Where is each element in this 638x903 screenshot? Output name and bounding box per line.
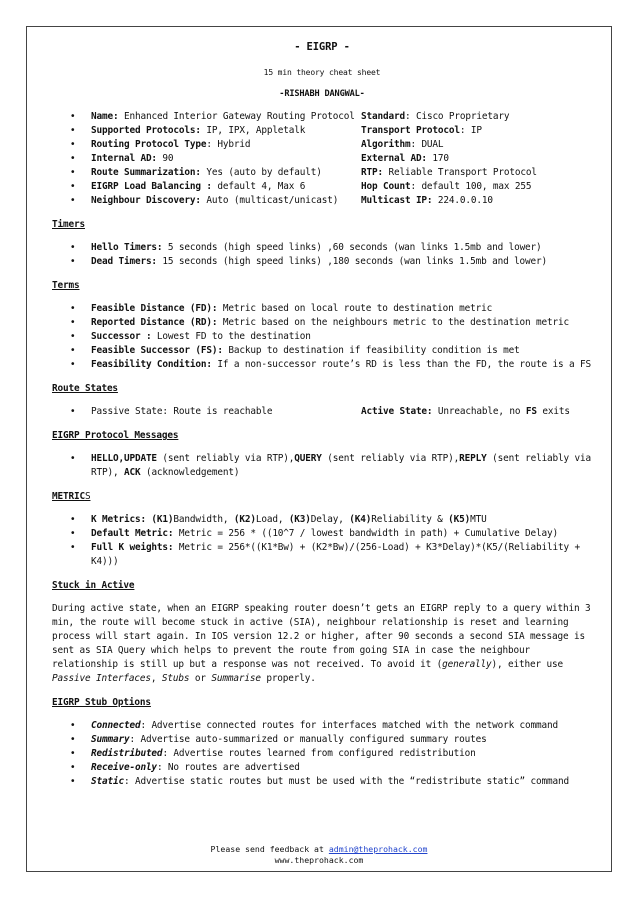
overview-row: • Internal AD: 90 External AD: 170 xyxy=(52,152,592,166)
overview-row: • Supported Protocols: IP, IPX, Appletalk Transport Protocol: IP xyxy=(52,124,592,138)
list-item: • Summary: Advertise auto-summarized or manually configured summary routes xyxy=(52,733,592,747)
overview-row: • Route Summarization: Yes (auto by default) RTP: Reliable Transport Protocol xyxy=(52,166,592,180)
list-item: • Successor : Lowest FD to the destination xyxy=(52,330,592,344)
list-item: • Static: Advertise static routes but must be used with the “redistribute static” command xyxy=(52,775,592,789)
messages-heading: EIGRP Protocol Messages xyxy=(52,430,179,441)
website-text: www.theprohack.com xyxy=(274,855,364,865)
cheat-sheet xyxy=(52,40,592,789)
terms-list xyxy=(52,302,592,372)
list-item: • Hello Timers: 5 seconds (high speed links) ,60 seconds (wan links 1.5mb and lower) xyxy=(52,241,592,255)
overview-list xyxy=(52,110,592,208)
stuck-in-active-heading: Stuck in Active xyxy=(52,580,135,591)
metrics-list xyxy=(52,513,592,569)
metrics-heading: METRICS xyxy=(52,491,91,502)
list-item: • Full K weights: Metric = 256*((K1*Bw) + (K2*Bw)/(256-Load) + K3*Delay)*(K5/(Reliability + K4))) xyxy=(52,541,592,569)
list-item: • Dead Timers: 15 seconds (high speed links) ,180 seconds (wan links 1.5mb and lower) xyxy=(52,255,592,269)
stub-options-heading: EIGRP Stub Options xyxy=(52,697,151,708)
route-states-heading: Route States xyxy=(52,383,118,394)
list-item: • Passive State: Route is reachable Active State: Unreachable, no FS exits xyxy=(52,405,592,419)
list-item: • Receive-only: No routes are advertised xyxy=(52,761,592,775)
timers-list xyxy=(52,241,592,269)
author-name: -RISHABH DANGWAL- xyxy=(279,89,365,99)
list-item: • Feasible Distance (FD): Metric based on local route to destination metric xyxy=(52,302,592,316)
list-item: • Feasibility Condition: If a non-successor route’s RD is less than the FD, the route is a FS xyxy=(52,358,592,372)
stuck-in-active-paragraph: During active state, when an EIGRP speaking router doesn’t gets an EIGRP reply to a query within 3 min, the route will become stuck in active (SIA), neighbour relationship is reset and learning process will start again. In IOS version 12.2 or higher, after 90 seconds a second SIA message is sent as SIA Query which helps to prevent the route from going SIA in case the neighbour relationship is still up but a response was not received. To avoid it (generally), either use Passive Interfaces, Stubs or Summarise properly. xyxy=(52,603,591,684)
overview-row: • Name: Enhanced Interior Gateway Routing Protocol Standard: Cisco Proprietary xyxy=(52,110,592,124)
list-item: • Default Metric: Metric = 256 * ((10^7 / lowest bandwidth in path) + Cumulative Delay) xyxy=(52,527,592,541)
list-item: • Redistributed: Advertise routes learned from configured redistribution xyxy=(52,747,592,761)
feedback-email-link[interactable]: admin@theprohack.com xyxy=(328,844,428,854)
page-title: - EIGRP - xyxy=(294,41,350,53)
overview-row: • Neighbour Discovery: Auto (multicast/unicast) Multicast IP: 224.0.0.10 xyxy=(52,194,592,208)
messages-list xyxy=(52,452,592,480)
route-states-list xyxy=(52,405,592,419)
overview-row: • EIGRP Load Balancing : default 4, Max 6 Hop Count: default 100, max 255 xyxy=(52,180,592,194)
feedback-line: Please send feedback at admin@theprohack.com xyxy=(210,844,428,854)
list-item: • Reported Distance (RD): Metric based on the neighbours metric to the destination metric xyxy=(52,316,592,330)
list-item: • Connected: Advertise connected routes for interfaces matched with the network command xyxy=(52,719,592,733)
list-item: • HELLO,UPDATE (sent reliably via RTP),QUERY (sent reliably via RTP),REPLY (sent reliably via RTP), ACK (acknowledgement) xyxy=(52,452,592,480)
list-item: • Feasible Successor (FS): Backup to destination if feasibility condition is met xyxy=(52,344,592,358)
stub-options-list xyxy=(52,719,592,789)
overview-row: • Routing Protocol Type: Hybrid Algorithm: DUAL xyxy=(52,138,592,152)
page-subtitle: 15 min theory cheat sheet xyxy=(263,68,381,77)
page-footer xyxy=(0,844,638,866)
timers-heading: Timers xyxy=(52,219,85,230)
list-item: • K Metrics: (K1)Bandwidth, (K2)Load, (K3)Delay, (K4)Reliability & (K5)MTU xyxy=(52,513,592,527)
terms-heading: Terms xyxy=(52,280,80,291)
